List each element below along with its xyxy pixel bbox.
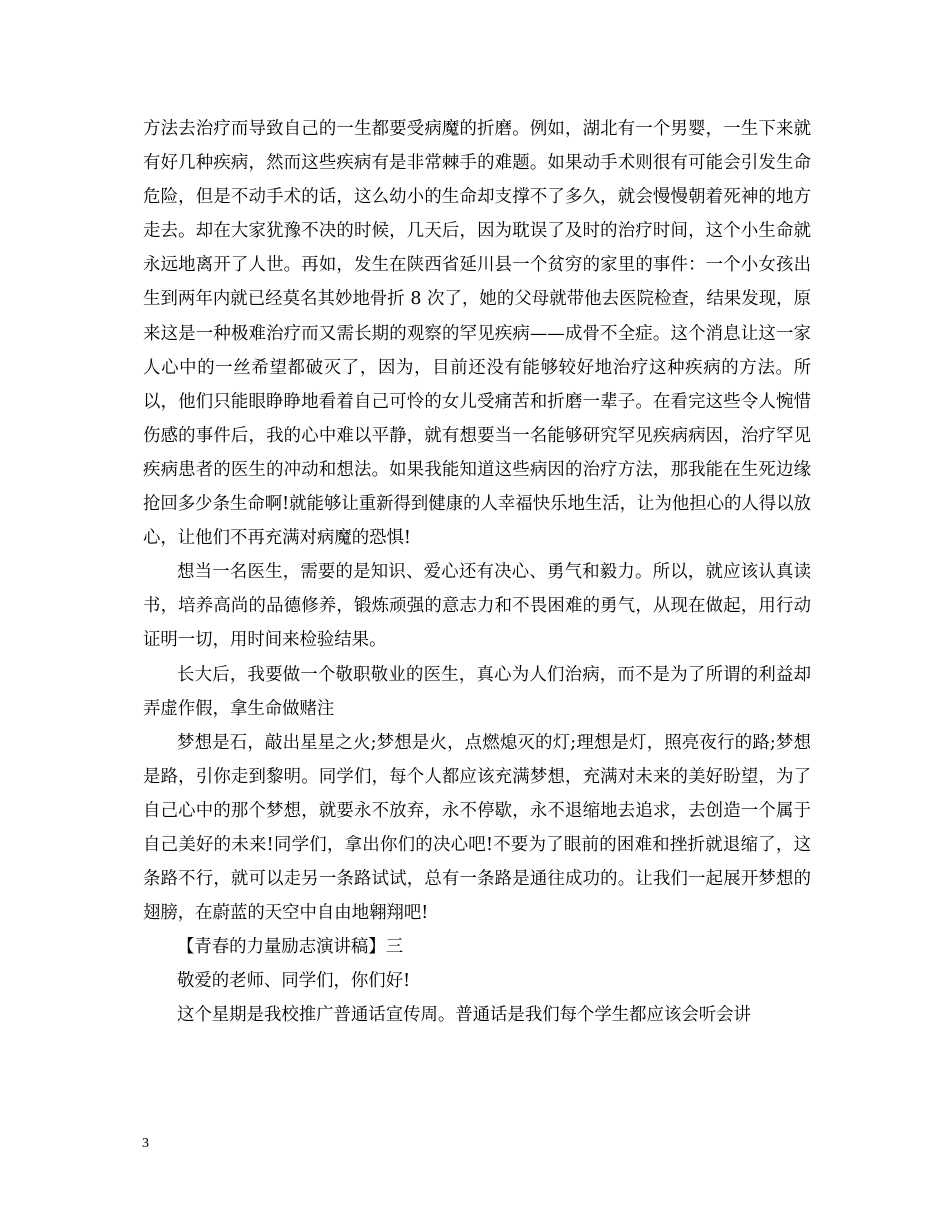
section-heading: 【青春的力量励志演讲稿】三 bbox=[177, 937, 404, 958]
paragraph-3: 长大后，我要做一个敬职敬业的医生，真心为人们治病，而不是为了所谓的利益却弄虚作假，拿生命做赌注 bbox=[143, 664, 811, 719]
paragraph-5: 这个星期是我校推广普通话宣传周。普通话是我们每个学生都应该会听会讲 bbox=[177, 1005, 751, 1026]
document-body bbox=[143, 112, 811, 1033]
paragraph-1: 方法去治疗而导致自己的一生都要受病魔的折磨。例如，湖北有一个男婴，一生下来就有好几种疾病，然而这些疾病有是非常棘手的难题。如果动手术则很有可能会引发生命危险，但是不动手术的话，这么幼小的生命却支撑不了多久，就会慢慢朝着死神的地方走去。却在大家犹豫不决的时候，几天后，因为耽误了及时的治疗时间，这个小生命就永远地离开了人世。再如，发生在陕西省延川县一个贫穷的家里的事件：一个小女孩出生到两年内就已经莫名其妙地骨折 8 次了，她的父母就带他去医院检查，结果发现，原来这是一种极难治疗而又需长期的观察的罕见疾病——成骨不全症。这个消息让这一家人心中的一丝希望都破灭了，因为，目前还没有能够较好地治疗这种疾病的方法。所以，他们只能眼睁睁地看着自己可怜的女儿受痛苦和折磨一辈子。在看完这些令人惋惜伤感的事件后，我的心中难以平静，就有想要当一名能够研究罕见疾病病因，治疗罕见疾病患者的医生的冲动和想法。如果我能知道这些病因的治疗方法，那我能在生死边缘抢回多少条生命啊!就能够让重新得到健康的人幸福快乐地生活，让为他担心的人得以放心，让他们不再充满对病魔的恐惧! bbox=[143, 119, 811, 549]
paragraph-4: 梦想是石，敲出星星之火;梦想是火，点燃熄灭的灯;理想是灯，照亮夜行的路;梦想是路，引你走到黎明。同学们，每个人都应该充满梦想，充满对未来的美好盼望，为了自己心中的那个梦想，就要永不放弃，永不停歇，永不退缩地去追求，去创造一个属于自己美好的未来!同学们，拿出你们的决心吧!不要为了眼前的困难和挫折就退缩了，这条路不行，就可以走另一条路试试，总有一条路是通往成功的。让我们一起展开梦想的翅膀，在蔚蓝的天空中自由地翱翔吧! bbox=[143, 732, 811, 924]
paragraph-2: 想当一名医生，需要的是知识、爱心还有决心、勇气和毅力。所以，就应该认真读书，培养高尚的品德修养，锻炼顽强的意志力和不畏困难的勇气，从现在做起，用行动证明一切，用时间来检验结果。 bbox=[143, 562, 811, 651]
greeting-line: 敬爱的老师、同学们，你们好! bbox=[177, 971, 411, 992]
page-number: 3 bbox=[142, 1136, 149, 1151]
